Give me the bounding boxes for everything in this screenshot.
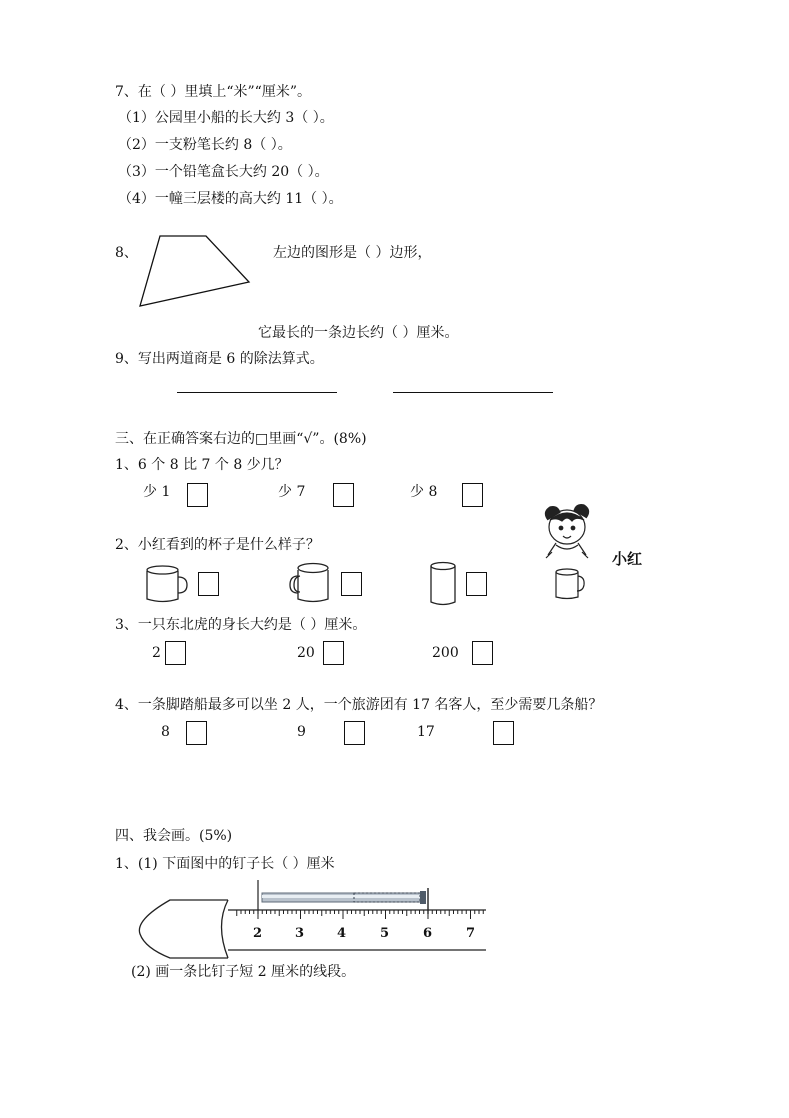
ruler-number-3: 3 bbox=[295, 926, 305, 941]
s3-q3-option-1: 2 bbox=[152, 645, 161, 661]
s3-q2-text: 2、小红看到的杯子是什么样子？ bbox=[115, 537, 320, 553]
ruler-number-6: 6 bbox=[423, 926, 433, 941]
s3-q4-text: 4、一条脚踏船最多可以坐 2 人，一个旅游团有 17 名客人，至少需要几条船？ bbox=[115, 697, 603, 713]
q7-item-4: （4）一幢三层楼的高大约 11（ ）。 bbox=[118, 191, 343, 207]
section4-title: 四、我会画。(5%) bbox=[115, 828, 233, 844]
s3-q3-option-2: 20 bbox=[297, 645, 315, 661]
ruler-number-7: 7 bbox=[466, 926, 476, 941]
q7-item-2: （2）一支粉笔长约 8（ ）。 bbox=[118, 137, 292, 153]
s3-q1-option-3: 少 8 bbox=[410, 484, 438, 500]
q8-number: 8、 bbox=[115, 245, 138, 261]
section3-title: 三、在正确答案右边的□里画“√”。(8%) bbox=[115, 431, 367, 447]
q8-line-2: 它最长的一条边长约（ ）厘米。 bbox=[258, 325, 459, 341]
q7-item-3: （3）一个铅笔盒长大约 20（ ）。 bbox=[118, 164, 329, 180]
q8-line-1: 左边的图形是（ ）边形， bbox=[273, 245, 432, 261]
s3-q3-option-3: 200 bbox=[432, 645, 459, 661]
q7-item-1: （1）公园里小船的长大约 3（ ）。 bbox=[118, 110, 334, 126]
q9-text: 9、写出两道商是 6 的除法算式。 bbox=[115, 351, 324, 367]
s4-q1a-text: 1、(1) 下面图中的钉子长（ ）厘米 bbox=[115, 856, 335, 872]
ruler-number-2: 2 bbox=[253, 926, 263, 941]
s4-q1b-text: (2) 画一条比钉子短 2 厘米的线段。 bbox=[131, 964, 356, 980]
s3-q1-option-1: 少 1 bbox=[143, 484, 171, 500]
girl-label: 小红 bbox=[612, 550, 643, 568]
s3-q3-text: 3、一只东北虎的身长大约是（ ）厘米。 bbox=[115, 617, 367, 633]
q7-title: 7、在（ ）里填上“米”“厘米”。 bbox=[115, 84, 311, 100]
s3-q4-option-1: 8 bbox=[161, 724, 170, 740]
s3-q4-option-3: 17 bbox=[417, 724, 435, 740]
s3-q4-option-2: 9 bbox=[297, 724, 306, 740]
ruler-number-5: 5 bbox=[380, 926, 390, 941]
s3-q1-option-2: 少 7 bbox=[278, 484, 306, 500]
s3-q1-text: 1、6 个 8 比 7 个 8 少几？ bbox=[115, 457, 289, 473]
ruler-number-4: 4 bbox=[337, 926, 347, 941]
